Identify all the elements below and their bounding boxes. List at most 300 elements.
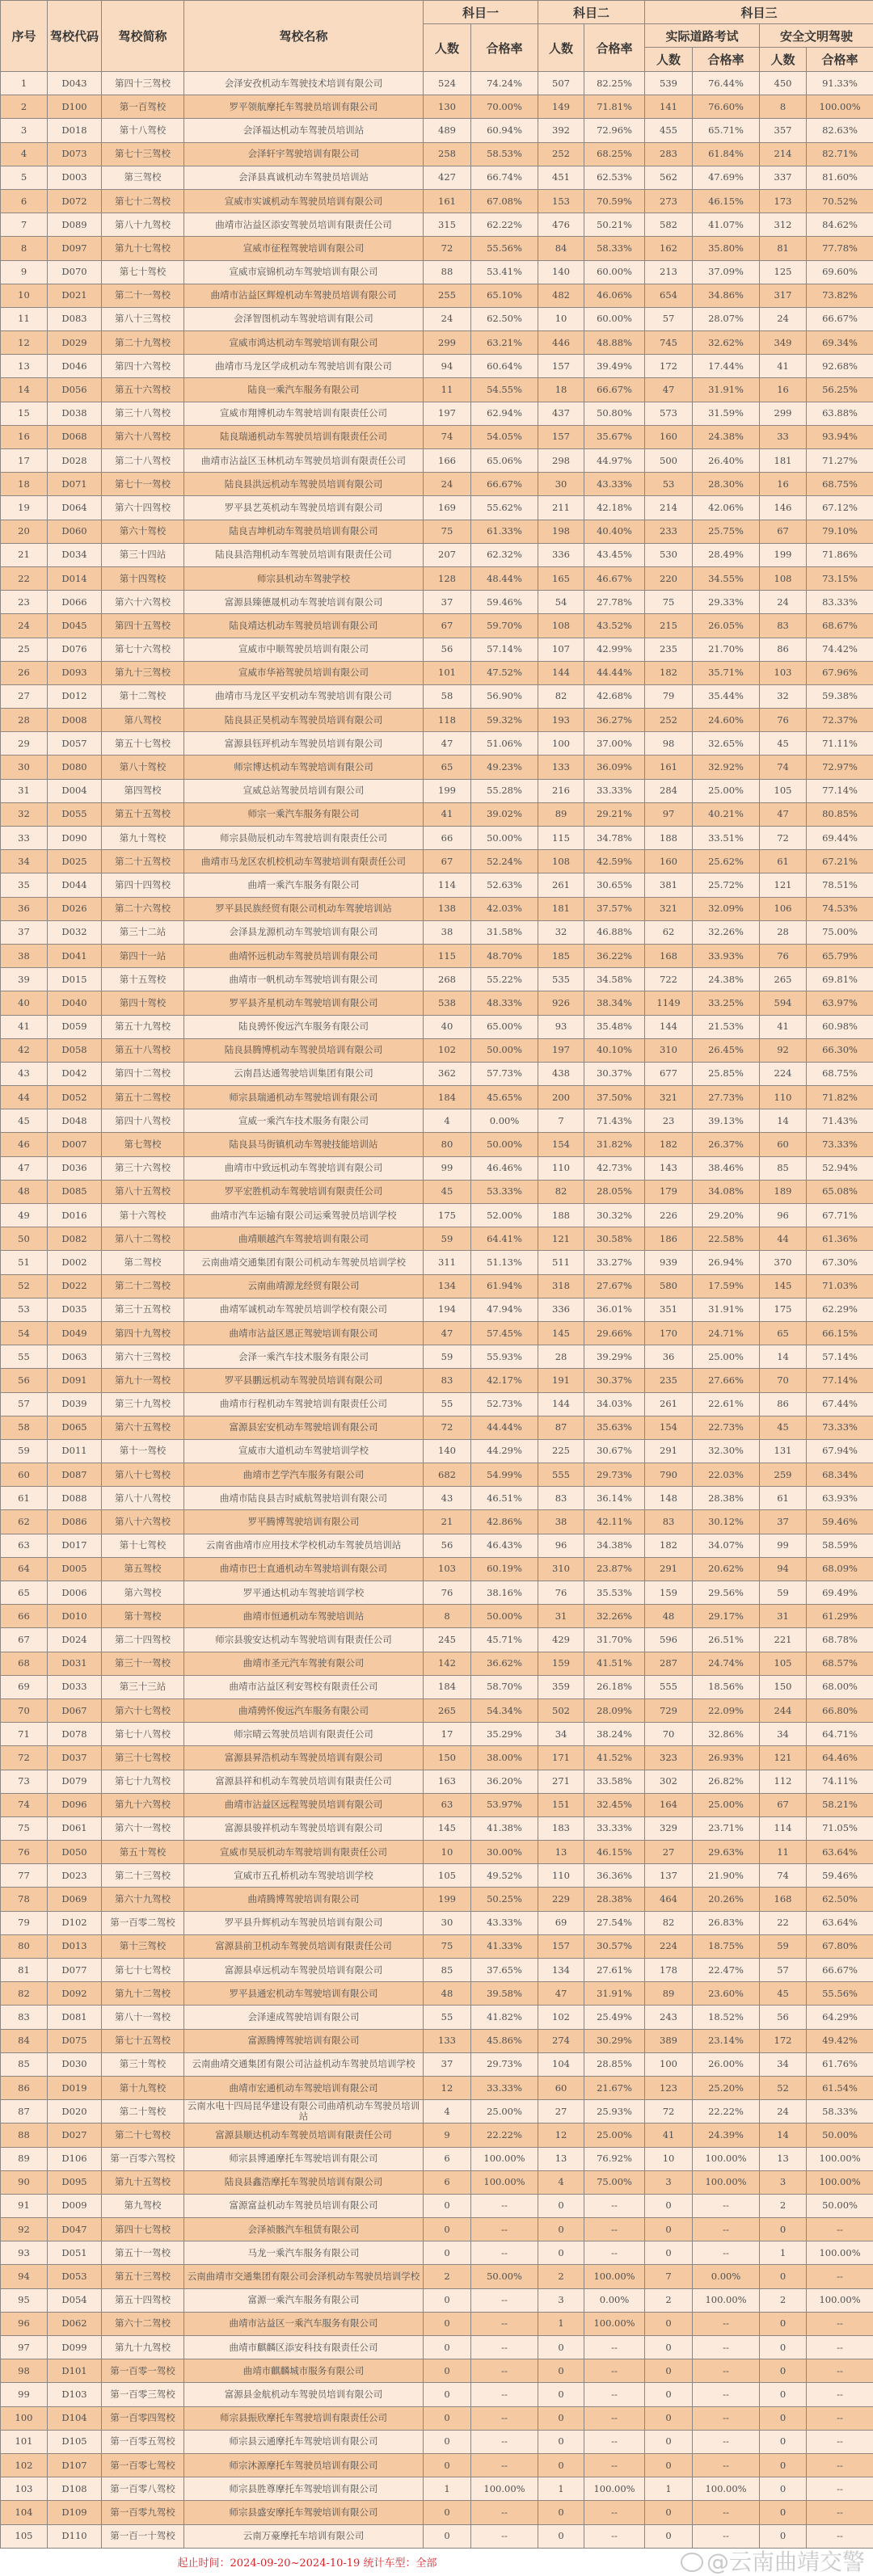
cell-code: D018 xyxy=(48,119,102,142)
table-row xyxy=(1,142,873,166)
cell-s1-rate: 29.73% xyxy=(471,2052,538,2076)
table-row xyxy=(1,307,873,330)
cell-s2-count: 47 xyxy=(538,1982,584,2006)
cell-s1-count: 0 xyxy=(424,2524,471,2548)
cell-s1-count: 37 xyxy=(424,2052,471,2076)
cell-safe-rate: -- xyxy=(807,2359,873,2383)
cell-safe-rate: 68.75% xyxy=(807,473,873,496)
cell-s2-count: 507 xyxy=(538,72,584,95)
cell-safe-rate: 66.30% xyxy=(807,1038,873,1062)
cell-s1-rate: 53.33% xyxy=(471,1180,538,1203)
cell-s1-rate: 50.00% xyxy=(471,1605,538,1628)
cell-s1-count: 265 xyxy=(424,1698,471,1722)
cell-safe-rate: 58.21% xyxy=(807,1793,873,1816)
cell-s2-rate: 23.87% xyxy=(584,1557,645,1581)
cell-school-name: 会泽轩宇驾驶培训有限公司 xyxy=(184,142,424,166)
cell-road-rate: 100.00% xyxy=(693,2477,760,2501)
cell-s1-count: 0 xyxy=(424,2359,471,2383)
cell-road-count: 182 xyxy=(645,1133,693,1156)
cell-road-count: 287 xyxy=(645,1652,693,1675)
cell-safe-rate: 71.27% xyxy=(807,449,873,473)
cell-school-name: 陆良县马街镇机动车驾驶技能培训站 xyxy=(184,1133,424,1156)
cell-s1-rate: -- xyxy=(471,2453,538,2477)
cell-s2-rate: 35.63% xyxy=(584,1416,645,1439)
cell-school-name: 富源县臻德晟机动车驾驶培训有限公司 xyxy=(184,591,424,614)
cell-road-rate: 34.86% xyxy=(693,284,760,307)
cell-short-name: 第六十驾校 xyxy=(102,520,184,543)
cell-s1-rate: 50.25% xyxy=(471,1888,538,1911)
cell-seq: 74 xyxy=(1,1793,48,1816)
cell-s1-count: 134 xyxy=(424,1274,471,1298)
cell-s1-rate: 42.86% xyxy=(471,1510,538,1534)
cell-seq: 72 xyxy=(1,1746,48,1770)
cell-s1-count: 55 xyxy=(424,1392,471,1416)
cell-code: D027 xyxy=(48,2124,102,2147)
cell-s2-count: 151 xyxy=(538,1793,584,1816)
table-row xyxy=(1,2477,873,2501)
cell-s2-count: 84 xyxy=(538,237,584,260)
cell-safe-rate: -- xyxy=(807,2312,873,2335)
cell-s1-count: 21 xyxy=(424,1510,471,1534)
cell-safe-rate: 67.12% xyxy=(807,496,873,520)
cell-school-name: 曲靖市沾益区一乘汽车服务有限公司 xyxy=(184,2312,424,2335)
cell-s1-count: 311 xyxy=(424,1251,471,1274)
table-row xyxy=(1,709,873,732)
cell-code: D013 xyxy=(48,1934,102,1958)
cell-s1-count: 115 xyxy=(424,944,471,967)
cell-short-name: 第七十二驾校 xyxy=(102,189,184,213)
cell-s2-count: 0 xyxy=(538,2406,584,2430)
cell-s2-count: 13 xyxy=(538,2147,584,2170)
cell-safe-count: 86 xyxy=(760,1392,807,1416)
cell-road-count: 555 xyxy=(645,1675,693,1698)
cell-school-name: 富源县祥和机动车驾驶员培训有限责任公司 xyxy=(184,1770,424,1793)
cell-s1-count: 85 xyxy=(424,1959,471,1982)
header-road-count: 人数 xyxy=(645,48,693,72)
cell-s2-rate: 27.54% xyxy=(584,1911,645,1934)
cell-seq: 40 xyxy=(1,991,48,1015)
cell-short-name: 第五十三驾校 xyxy=(102,2265,184,2288)
cell-safe-rate: 57.14% xyxy=(807,1345,873,1369)
cell-school-name: 富源县卓远机动车驾驶员培训有限公司 xyxy=(184,1959,424,1982)
cell-seq: 104 xyxy=(1,2501,48,2524)
cell-school-name: 会泽智图机动车驾驶培训有限公司 xyxy=(184,307,424,330)
cell-s1-rate: 48.44% xyxy=(471,566,538,590)
cell-safe-count: 259 xyxy=(760,1463,807,1487)
cell-s1-rate: 45.71% xyxy=(471,1628,538,1652)
cell-short-name: 第二十五驾校 xyxy=(102,850,184,873)
cell-school-name: 曲靖怀远机动车驾驶员培训有限公司 xyxy=(184,944,424,967)
cell-school-name: 宣威总站驾驶员培训有限公司 xyxy=(184,779,424,802)
cell-road-count: 273 xyxy=(645,189,693,213)
cell-s2-rate: 82.25% xyxy=(584,72,645,95)
cell-s1-count: 72 xyxy=(424,1416,471,1439)
cell-s1-rate: 60.94% xyxy=(471,119,538,142)
cell-road-rate: 26.51% xyxy=(693,1628,760,1652)
cell-s1-rate: 59.32% xyxy=(471,709,538,732)
cell-s1-count: 207 xyxy=(424,543,471,566)
cell-s2-count: 104 xyxy=(538,2052,584,2076)
cell-seq: 81 xyxy=(1,1959,48,1982)
cell-code: D043 xyxy=(48,72,102,95)
cell-safe-count: 41 xyxy=(760,355,807,378)
cell-road-count: 148 xyxy=(645,1487,693,1510)
cell-seq: 16 xyxy=(1,425,48,448)
cell-road-rate: 29.63% xyxy=(693,1841,760,1864)
cell-school-name: 宣威市宸锦机动车驾驶培训有限公司 xyxy=(184,260,424,284)
cell-short-name: 第六十一驾校 xyxy=(102,1816,184,1840)
cell-s2-rate: 44.97% xyxy=(584,449,645,473)
cell-safe-count: 34 xyxy=(760,1723,807,1746)
cell-short-name: 第三十七驾校 xyxy=(102,1746,184,1770)
cell-seq: 54 xyxy=(1,1321,48,1345)
cell-code: D015 xyxy=(48,968,102,991)
cell-s2-count: 110 xyxy=(538,1864,584,1888)
cell-road-rate: 22.61% xyxy=(693,1392,760,1416)
cell-short-name: 第二驾校 xyxy=(102,1251,184,1274)
cell-seq: 8 xyxy=(1,237,48,260)
cell-s1-count: 43 xyxy=(424,1487,471,1510)
cell-s1-rate: -- xyxy=(471,2194,538,2217)
table-row xyxy=(1,2006,873,2029)
cell-safe-rate: 61.54% xyxy=(807,2076,873,2099)
cell-safe-count: 0 xyxy=(760,2453,807,2477)
cell-seq: 73 xyxy=(1,1770,48,1793)
cell-seq: 29 xyxy=(1,732,48,756)
cell-s1-count: 75 xyxy=(424,520,471,543)
cell-safe-count: 105 xyxy=(760,1652,807,1675)
cell-road-rate: 26.93% xyxy=(693,1746,760,1770)
cell-road-rate: 25.85% xyxy=(693,1062,760,1085)
cell-safe-count: 0 xyxy=(760,2477,807,2501)
cell-school-name: 师宗县振欣摩托车驾驶培训有限责任公司 xyxy=(184,2406,424,2430)
table-row xyxy=(1,1038,873,1062)
cell-s1-count: 0 xyxy=(424,2241,471,2265)
cell-seq: 71 xyxy=(1,1723,48,1746)
cell-short-name: 第八十二驾校 xyxy=(102,1227,184,1251)
cell-short-name: 第五十八驾校 xyxy=(102,1038,184,1062)
cell-s2-count: 107 xyxy=(538,638,584,661)
cell-safe-rate: 80.85% xyxy=(807,802,873,826)
cell-road-rate: 76.60% xyxy=(693,95,760,119)
table-row xyxy=(1,2312,873,2335)
cell-seq: 91 xyxy=(1,2194,48,2217)
cell-school-name: 曲靖骋怀俊远汽车服务有限公司 xyxy=(184,1698,424,1722)
cell-s2-count: 165 xyxy=(538,566,584,590)
cell-s1-rate: -- xyxy=(471,2218,538,2241)
cell-s2-rate: 33.33% xyxy=(584,779,645,802)
cell-school-name: 罗平腾博驾驶培训有限公司 xyxy=(184,1510,424,1534)
table-row xyxy=(1,1251,873,1274)
table-row xyxy=(1,802,873,826)
cell-s1-count: 682 xyxy=(424,1463,471,1487)
cell-code: D026 xyxy=(48,897,102,920)
cell-school-name: 富源县钰玶机动车驾驶员培训有限公司 xyxy=(184,732,424,756)
cell-s2-count: 298 xyxy=(538,449,584,473)
cell-road-rate: 22.03% xyxy=(693,1463,760,1487)
cell-seq: 30 xyxy=(1,756,48,779)
cell-code: D095 xyxy=(48,2170,102,2194)
cell-safe-rate: 63.64% xyxy=(807,1911,873,1934)
cell-road-rate: -- xyxy=(693,2383,760,2406)
cell-s1-rate: 62.50% xyxy=(471,307,538,330)
table-row xyxy=(1,1180,873,1203)
cell-road-rate: 25.62% xyxy=(693,850,760,873)
cell-short-name: 第十一驾校 xyxy=(102,1439,184,1463)
cell-code: D009 xyxy=(48,2194,102,2217)
cell-safe-count: 0 xyxy=(760,2218,807,2241)
table-row xyxy=(1,2194,873,2217)
cell-s2-rate: 31.82% xyxy=(584,1133,645,1156)
cell-short-name: 第七十九驾校 xyxy=(102,1770,184,1793)
cell-code: D042 xyxy=(48,1062,102,1085)
cell-s1-count: 56 xyxy=(424,638,471,661)
cell-school-name: 陆良瑞通机动车驾驶员培训有限责任公司 xyxy=(184,425,424,448)
cell-seq: 89 xyxy=(1,2147,48,2170)
cell-short-name: 第四驾校 xyxy=(102,779,184,802)
cell-s2-rate: 34.38% xyxy=(584,1534,645,1557)
cell-safe-rate: 71.82% xyxy=(807,1086,873,1109)
cell-safe-count: 594 xyxy=(760,991,807,1015)
cell-road-count: 284 xyxy=(645,779,693,802)
table-row xyxy=(1,661,873,684)
cell-s1-rate: 30.00% xyxy=(471,1841,538,1864)
cell-road-rate: 17.59% xyxy=(693,1274,760,1298)
cell-road-rate: 31.91% xyxy=(693,378,760,402)
header-seq: 序号 xyxy=(1,1,48,72)
cell-short-name: 第三十六驾校 xyxy=(102,1156,184,1180)
cell-safe-count: 357 xyxy=(760,119,807,142)
cell-seq: 77 xyxy=(1,1864,48,1888)
cell-s2-rate: 27.61% xyxy=(584,1959,645,1982)
cell-school-name: 陆良县鑫浩摩托车驾驶员培训有限公司 xyxy=(184,2170,424,2194)
cell-s2-rate: 48.88% xyxy=(584,331,645,355)
cell-seq: 100 xyxy=(1,2406,48,2430)
cell-road-rate: 24.60% xyxy=(693,709,760,732)
cell-seq: 69 xyxy=(1,1675,48,1698)
cell-seq: 31 xyxy=(1,779,48,802)
table-row xyxy=(1,260,873,284)
cell-school-name: 陆良一乘汽车服务有限公司 xyxy=(184,378,424,402)
cell-s1-rate: 38.16% xyxy=(471,1581,538,1605)
cell-safe-count: 121 xyxy=(760,873,807,897)
cell-s2-count: 157 xyxy=(538,425,584,448)
cell-road-count: 351 xyxy=(645,1298,693,1321)
cell-short-name: 第四十四驾校 xyxy=(102,873,184,897)
cell-short-name: 第六十四驾校 xyxy=(102,496,184,520)
cell-short-name: 第八十三驾校 xyxy=(102,307,184,330)
cell-road-rate: 35.44% xyxy=(693,684,760,708)
cell-code: D010 xyxy=(48,1605,102,1628)
cell-code: D108 xyxy=(48,2477,102,2501)
cell-safe-rate: 60.98% xyxy=(807,1015,873,1038)
table-row xyxy=(1,1864,873,1888)
cell-road-count: 10 xyxy=(645,2147,693,2170)
table-body xyxy=(1,72,873,2549)
cell-safe-rate: 82.71% xyxy=(807,142,873,166)
table-row xyxy=(1,944,873,967)
cell-s1-count: 268 xyxy=(424,968,471,991)
cell-road-count: 243 xyxy=(645,2006,693,2029)
cell-road-count: 168 xyxy=(645,944,693,967)
cell-s1-rate: 67.08% xyxy=(471,189,538,213)
cell-seq: 63 xyxy=(1,1534,48,1557)
cell-s2-rate: 76.92% xyxy=(584,2147,645,2170)
cell-s2-rate: 41.51% xyxy=(584,1652,645,1675)
cell-short-name: 第一百零二驾校 xyxy=(102,1911,184,1934)
cell-s2-count: 3 xyxy=(538,2288,584,2312)
table-row xyxy=(1,520,873,543)
cell-s2-count: 0 xyxy=(538,2383,584,2406)
cell-s2-rate: 30.67% xyxy=(584,1439,645,1463)
cell-safe-rate: 52.94% xyxy=(807,1156,873,1180)
cell-short-name: 第八十九驾校 xyxy=(102,213,184,237)
cell-seq: 9 xyxy=(1,260,48,284)
table-row xyxy=(1,2430,873,2453)
cell-s1-rate: 39.02% xyxy=(471,802,538,826)
cell-seq: 57 xyxy=(1,1392,48,1416)
cell-s1-rate: 55.22% xyxy=(471,968,538,991)
cell-s1-rate: 0.00% xyxy=(471,1109,538,1133)
cell-seq: 21 xyxy=(1,543,48,566)
cell-road-rate: 37.09% xyxy=(693,260,760,284)
cell-seq: 5 xyxy=(1,166,48,189)
cell-s1-count: 59 xyxy=(424,1345,471,1369)
cell-safe-count: 370 xyxy=(760,1251,807,1274)
cell-road-rate: 22.47% xyxy=(693,1959,760,1982)
cell-road-rate: 24.74% xyxy=(693,1652,760,1675)
cell-safe-count: 172 xyxy=(760,2029,807,2052)
cell-short-name: 第五十四驾校 xyxy=(102,2288,184,2312)
cell-code: D079 xyxy=(48,1770,102,1793)
cell-s2-count: 27 xyxy=(538,2100,584,2124)
cell-safe-count: 45 xyxy=(760,1416,807,1439)
cell-road-count: 41 xyxy=(645,2124,693,2147)
cell-s2-count: 0 xyxy=(538,2336,584,2359)
cell-seq: 66 xyxy=(1,1605,48,1628)
cell-s2-count: 89 xyxy=(538,802,584,826)
cell-road-rate: 34.55% xyxy=(693,566,760,590)
cell-safe-count: 61 xyxy=(760,850,807,873)
cell-code: D017 xyxy=(48,1534,102,1557)
cell-s2-rate: 43.52% xyxy=(584,614,645,638)
cell-s1-count: 67 xyxy=(424,614,471,638)
cell-short-name: 第九十五驾校 xyxy=(102,2170,184,2194)
cell-s1-count: 145 xyxy=(424,1816,471,1840)
cell-road-count: 321 xyxy=(645,897,693,920)
cell-code: D057 xyxy=(48,732,102,756)
cell-safe-rate: 68.78% xyxy=(807,1628,873,1652)
cell-road-count: 500 xyxy=(645,449,693,473)
table-row xyxy=(1,1841,873,1864)
cell-safe-rate: 73.82% xyxy=(807,284,873,307)
cell-s2-rate: -- xyxy=(584,2241,645,2265)
cell-safe-count: 1 xyxy=(760,2241,807,2265)
cell-s1-count: 59 xyxy=(424,1227,471,1251)
cell-road-rate: -- xyxy=(693,2406,760,2430)
cell-s1-count: 40 xyxy=(424,1015,471,1038)
cell-school-name: 云南昌达通驾驶培训集团有限公司 xyxy=(184,1062,424,1085)
cell-short-name: 第七十一驾校 xyxy=(102,473,184,496)
cell-s2-rate: 34.03% xyxy=(584,1392,645,1416)
cell-safe-rate: 62.29% xyxy=(807,1298,873,1321)
cell-safe-rate: 68.00% xyxy=(807,1675,873,1698)
cell-safe-count: 94 xyxy=(760,1557,807,1581)
cell-short-name: 第十六驾校 xyxy=(102,1204,184,1227)
cell-short-name: 第三十八驾校 xyxy=(102,402,184,425)
cell-code: D021 xyxy=(48,284,102,307)
cell-road-rate: 32.26% xyxy=(693,920,760,944)
cell-school-name: 陆良靖达机动车驾驶员培训有限公司 xyxy=(184,614,424,638)
cell-s1-rate: 43.33% xyxy=(471,1911,538,1934)
cell-short-name: 第九十一驾校 xyxy=(102,1369,184,1392)
cell-s2-rate: -- xyxy=(584,2336,645,2359)
cell-road-rate: 32.62% xyxy=(693,331,760,355)
cell-road-count: 729 xyxy=(645,1698,693,1722)
cell-seq: 102 xyxy=(1,2453,48,2477)
cell-s1-count: 175 xyxy=(424,1204,471,1227)
cell-safe-count: 145 xyxy=(760,1274,807,1298)
cell-safe-rate: 71.05% xyxy=(807,1816,873,1840)
cell-safe-rate: 69.44% xyxy=(807,827,873,850)
cell-code: D103 xyxy=(48,2383,102,2406)
cell-s1-count: 524 xyxy=(424,72,471,95)
cell-short-name: 第四十六驾校 xyxy=(102,355,184,378)
cell-code: D038 xyxy=(48,402,102,425)
cell-safe-rate: 68.67% xyxy=(807,614,873,638)
cell-road-count: 722 xyxy=(645,968,693,991)
cell-s2-rate: 25.93% xyxy=(584,2100,645,2124)
cell-s2-rate: 62.53% xyxy=(584,166,645,189)
cell-seq: 39 xyxy=(1,968,48,991)
cell-s2-count: 159 xyxy=(538,1652,584,1675)
cell-road-rate: 28.30% xyxy=(693,473,760,496)
cell-s2-count: 32 xyxy=(538,920,584,944)
cell-safe-rate: 69.49% xyxy=(807,1581,873,1605)
cell-s1-count: 74 xyxy=(424,425,471,448)
cell-safe-rate: 67.21% xyxy=(807,850,873,873)
cell-safe-rate: -- xyxy=(807,2453,873,2477)
cell-road-rate: 31.91% xyxy=(693,1298,760,1321)
cell-code: D052 xyxy=(48,1086,102,1109)
header-safe-count: 人数 xyxy=(760,48,807,72)
cell-s2-count: 446 xyxy=(538,331,584,355)
cell-school-name: 云南省曲靖市应用技术学校机动车驾驶员培训站 xyxy=(184,1534,424,1557)
cell-safe-rate: 67.96% xyxy=(807,661,873,684)
cell-s2-rate: 37.50% xyxy=(584,1086,645,1109)
cell-s2-rate: 66.67% xyxy=(584,378,645,402)
cell-s2-rate: 30.37% xyxy=(584,1369,645,1392)
cell-road-count: 47 xyxy=(645,378,693,402)
cell-school-name: 曲靖市陆良县吉时威航驾驶培训有限公司 xyxy=(184,1487,424,1510)
cell-seq: 6 xyxy=(1,189,48,213)
cell-seq: 47 xyxy=(1,1156,48,1180)
cell-s2-rate: 72.96% xyxy=(584,119,645,142)
cell-safe-count: 103 xyxy=(760,661,807,684)
cell-code: D105 xyxy=(48,2430,102,2453)
cell-s2-count: 535 xyxy=(538,968,584,991)
cell-seq: 42 xyxy=(1,1038,48,1062)
table-row xyxy=(1,95,873,119)
cell-s1-rate: 100.00% xyxy=(471,2477,538,2501)
cell-s1-rate: 55.56% xyxy=(471,237,538,260)
cell-s2-count: 336 xyxy=(538,543,584,566)
cell-s2-count: 185 xyxy=(538,944,584,967)
cell-s2-count: 69 xyxy=(538,1911,584,1934)
cell-s1-rate: 57.73% xyxy=(471,1062,538,1085)
cell-school-name: 曲靖市一帆机动车驾驶培训有限公司 xyxy=(184,968,424,991)
cell-safe-count: 150 xyxy=(760,1675,807,1698)
